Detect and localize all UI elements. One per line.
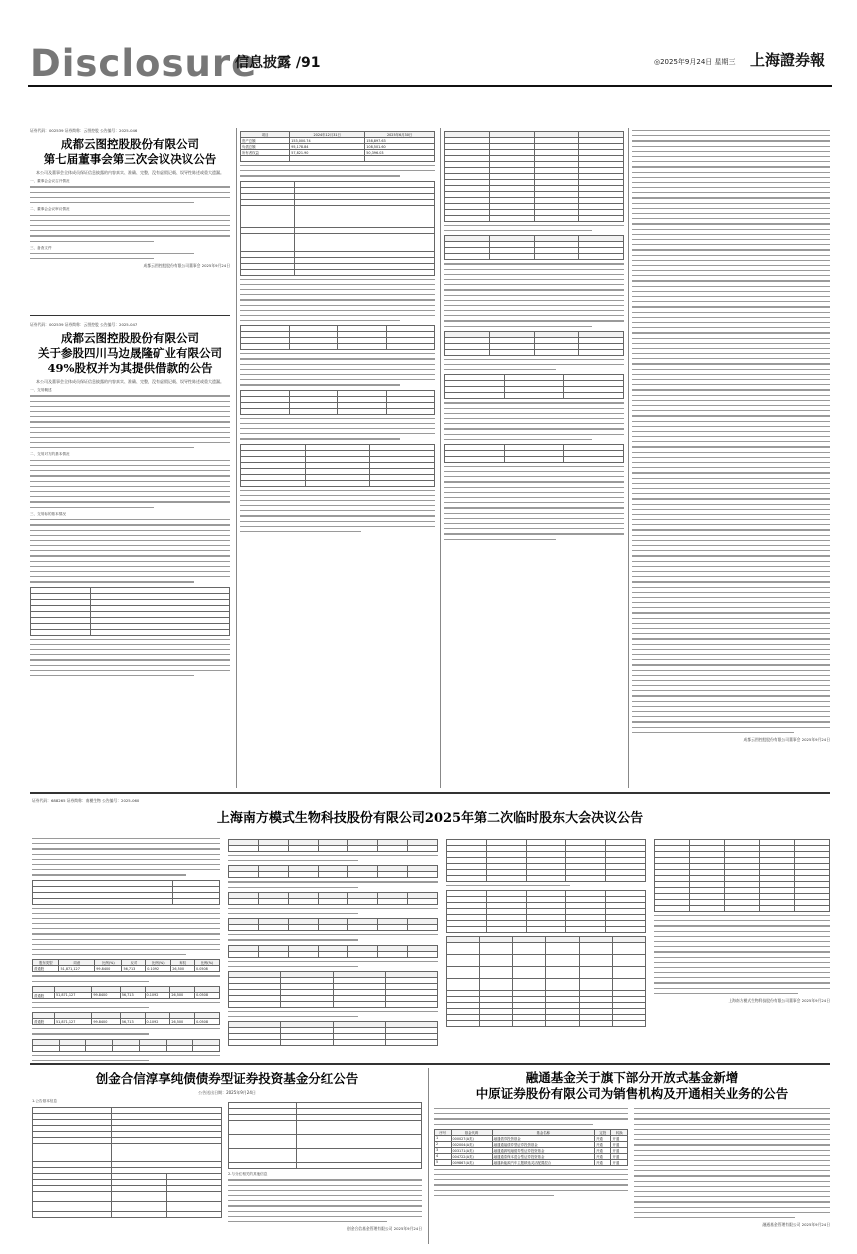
- cumulative-vote-table: [228, 1021, 438, 1046]
- announcement-board-resolution: [30, 128, 230, 268]
- header-rule: [28, 85, 832, 87]
- announcement-code: 证券代码：002539 证券简称：云图控股 公告编号：2025-047: [30, 322, 138, 327]
- body-text: [30, 639, 230, 677]
- body-text: [434, 1169, 628, 1196]
- body-text: [32, 908, 220, 956]
- meeting-resolutions-right-mid: [446, 836, 646, 1030]
- column-divider: [428, 1068, 429, 1244]
- vote-table: [32, 1039, 220, 1052]
- assessment-table: [240, 444, 435, 487]
- column-divider: [236, 128, 237, 788]
- signature: 创金合信基金管理有限公司 2025年9月24日: [346, 1226, 422, 1232]
- announcement-title: 第七届董事会第三次会议决议公告: [43, 152, 217, 166]
- body-text: [228, 1179, 422, 1222]
- divider: [30, 315, 230, 316]
- body-text: [228, 908, 438, 914]
- valuation-table: [240, 390, 435, 415]
- table-row: 3 003171(A类) 融通通源短融债券型证券投资基金 开通 开通: [435, 1147, 628, 1153]
- body-text: [240, 165, 435, 177]
- fund-dividend-announcement: [32, 1070, 422, 1231]
- announcement-continued: [632, 128, 830, 742]
- section-heading: 三、备查文件: [30, 245, 52, 250]
- body-text: [32, 1028, 220, 1034]
- attendance-table: [32, 880, 220, 905]
- body-text: [32, 838, 220, 876]
- dividend-info-table: [228, 1102, 422, 1169]
- page-header: [28, 38, 832, 88]
- table-header: 项目: [241, 132, 290, 138]
- announcement-title: 成都云图控股股份有限公司: [61, 331, 199, 345]
- newspaper-name: 上海證券報: [750, 51, 826, 69]
- fund-sales-agency-announcement: [434, 1070, 830, 1227]
- disclosure-logo: Disclosure: [30, 42, 258, 85]
- issue-date: ◎2025年9月24日 星期三: [654, 58, 736, 66]
- body-text: [30, 186, 230, 203]
- meeting-resolutions-left: [32, 836, 220, 1065]
- announcement-title: 49%股权并为其提供借款的公告: [47, 361, 213, 375]
- announcement-title: 上海南方模式生物科技股份有限公司2025年第二次临时股东大会决议公告: [216, 811, 644, 826]
- body-text: [240, 418, 435, 440]
- table-row: 普通股 51,871,127 99.8400 56,713 0.1092 26,500 0.0508: [33, 992, 220, 998]
- body-text: [654, 915, 830, 994]
- table-header: 2025年6月30日: [365, 132, 435, 138]
- target-info-table: [240, 181, 435, 276]
- body-text: [240, 353, 435, 385]
- body-text: [240, 490, 435, 533]
- reserve-table: [444, 131, 624, 222]
- body-text: [228, 1011, 438, 1017]
- body-text: [228, 934, 438, 940]
- announcement-equity-investment: [30, 322, 230, 680]
- vote-table: [228, 918, 438, 931]
- body-text: [32, 1002, 220, 1008]
- vote-table: [228, 892, 438, 905]
- body-text: [446, 885, 646, 886]
- signature: 上海南方模式生物科技股份有限公司董事会 2025年9月24日: [728, 998, 830, 1003]
- column-divider: [628, 128, 629, 788]
- signature: 成都云图控股股份有限公司董事会 2025年9月24日: [143, 263, 230, 269]
- table-row: 2 002004(A类) 融通通福债券型证券投资基金 开通 开通: [435, 1141, 628, 1147]
- signature: 成都云图控股股份有限公司董事会 2025年9月24日: [743, 736, 830, 742]
- body-text: [444, 359, 624, 371]
- body-text: [634, 1108, 830, 1218]
- section-heading: 二、董事会会议审议情况: [30, 207, 70, 212]
- announcement-title: 融通基金关于旗下部分开放式基金新增: [525, 1070, 739, 1085]
- table-row: 普通股 51,871,127 99.8400 56,713 0.1092 26,500 0.0508: [33, 1019, 220, 1025]
- table-row: 普通股 51,871,127 99.8400 56,713 0.1092 26,500 0.0508: [33, 966, 220, 972]
- section-title: 信息披露 /91: [235, 55, 321, 71]
- body-text: [30, 215, 230, 242]
- body-text: [30, 253, 230, 259]
- section-heading: 三、交易标的基本情况: [30, 511, 66, 516]
- section-heading: 1.公告基本信息: [32, 1099, 57, 1103]
- minority-vote-table: [654, 839, 830, 912]
- body-text: [434, 1108, 628, 1125]
- announcement-date: 公告送出日期：2025年9月24日: [198, 1090, 256, 1095]
- announcement-title: 中原证券股份有限公司为销售机构及开通相关业务的公告: [475, 1086, 789, 1101]
- fund-list-table: 序号 基金代码 基金名称 定投 转换 1 000027(A类) 融通债券投资基金 开通 开通 2 002004(A类) 融通通福债券型证券投资基金 开通 开通 3 003171(A类) 融通通源短融债券型证券投资基金 开通 开通 4 004722(A类) 融通通泰保本混合型证券投资基金 开通 开通 5 009867(A类) 融通新能源汽车主题精选灵活配置混合 开通 开通: [434, 1129, 628, 1166]
- equity-table: [444, 444, 624, 463]
- table-row: 所有者权益 57,821.90 50,396.03: [241, 150, 435, 156]
- ore-table: [444, 235, 624, 260]
- table-header: 2024年12月31日: [290, 132, 365, 138]
- body-text: [30, 519, 230, 582]
- body-text: [228, 855, 438, 861]
- announcement-code: 证券代码：688265 证券简称：南模生物 公告编号：2025-060: [32, 798, 140, 803]
- company-info-table: [30, 587, 230, 636]
- body-text: [228, 961, 438, 967]
- section-heading: 二、交易对方的基本情况: [30, 452, 70, 457]
- table-row: 负债总额 95,178.84 108,501.60: [241, 144, 435, 150]
- body-text: [32, 975, 220, 981]
- body-text: [228, 881, 438, 887]
- column-divider: [440, 128, 441, 788]
- body-text: [240, 279, 435, 322]
- shareholding-table: [444, 331, 624, 356]
- vote-table: [228, 865, 438, 878]
- vote-table: [32, 986, 220, 999]
- divider: [30, 1063, 830, 1065]
- table-row: 资产总额 153,000.74 158,897.63: [241, 138, 435, 144]
- divider: [30, 792, 830, 794]
- section-heading: 一、交易概述: [30, 388, 52, 392]
- table-row: 4 004722(A类) 融通通泰保本混合型证券投资基金 开通 开通: [435, 1153, 628, 1159]
- meeting-resolutions-right: [654, 836, 830, 1003]
- fund-info-table: [32, 1107, 222, 1218]
- vote-table: 股东类型 同意 比例(%) 反对 比例(%) 弃权 比例(%) 普通股 51,871,127 99.8400 56,713 0.1092 26,500 0.0508: [32, 959, 220, 972]
- section-heading: 2.与分红相关的其他信息: [228, 1172, 268, 1176]
- vote-table: [228, 839, 438, 852]
- announcement-title: 关于参股四川马边晟隆矿业有限公司: [38, 346, 222, 360]
- financial-table: [240, 131, 435, 162]
- announcement-code: 证券代码：002539 证券简称：云图控股 公告编号：2025-046: [30, 128, 138, 133]
- announcement-title: 成都云图控股股份有限公司: [61, 137, 199, 151]
- announcement-title: 创金合信淳享纯债债券型证券投资基金分红公告: [95, 1071, 359, 1086]
- body-text: [30, 395, 230, 448]
- signature: 融通基金管理有限公司 2025年9月24日: [762, 1222, 830, 1228]
- vote-table: [228, 945, 438, 958]
- body-text: [444, 402, 624, 440]
- announcement-statement: 本公司及董事会全体成员保证信息披露的内容真实、准确、完整，没有虚假记载、误导性陈述或重大遗漏。: [36, 170, 224, 175]
- cumulative-vote-table: [446, 890, 646, 933]
- cumulative-vote-table: [228, 971, 438, 1008]
- body-text: [444, 466, 624, 540]
- announcement-continued: [240, 128, 435, 536]
- cumulative-vote-table: [446, 839, 646, 882]
- table-row: 5 009867(A类) 融通新能源汽车主题精选灵活配置混合 开通 开通: [435, 1159, 628, 1165]
- meeting-resolutions-mid: [228, 836, 438, 1049]
- body-text: [32, 1055, 220, 1061]
- body-text: [444, 225, 624, 231]
- body-text: [30, 460, 230, 508]
- registration-table: [240, 325, 435, 350]
- body-text: [632, 130, 830, 733]
- financial-table: [444, 374, 624, 399]
- vote-table: [32, 1012, 220, 1025]
- table-row: 1 000027(A类) 融通债券投资基金 开通 开通: [435, 1135, 628, 1141]
- body-text: [444, 263, 624, 326]
- announcement-statement: 本公司及董事会全体成员保证信息披露的内容真实、准确、完整，没有虚假记载、误导性陈述或重大遗漏。: [36, 379, 224, 384]
- minority-vote-table: [446, 936, 646, 1027]
- announcement-continued: [444, 128, 624, 544]
- section-heading: 一、董事会会议召开情况: [30, 179, 70, 183]
